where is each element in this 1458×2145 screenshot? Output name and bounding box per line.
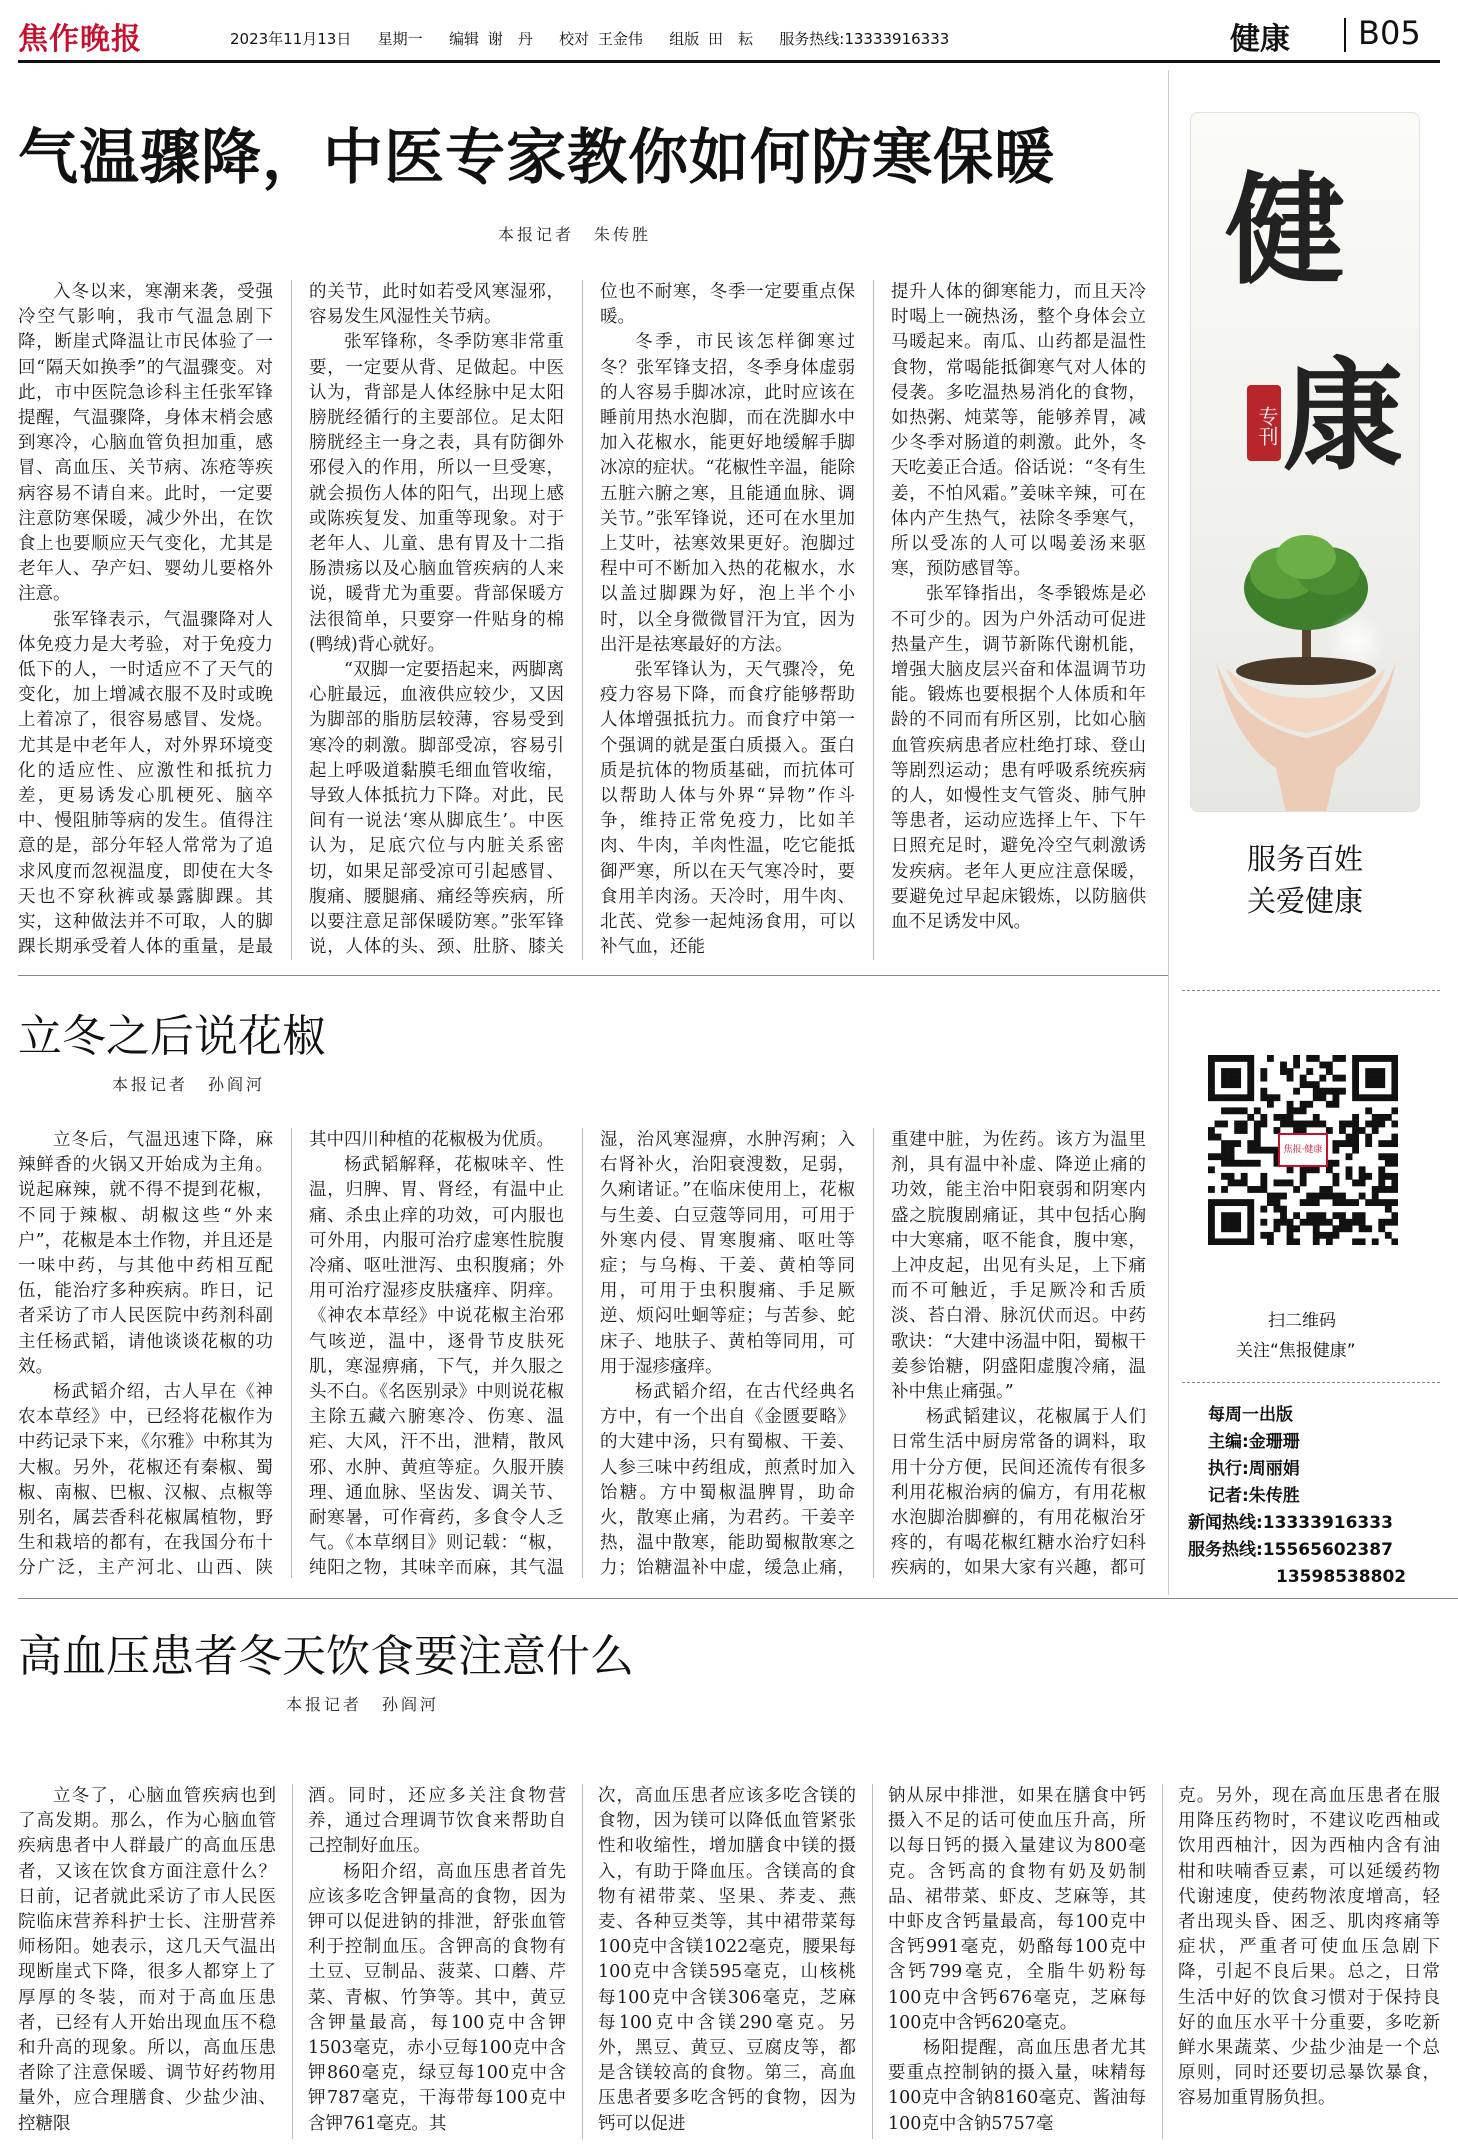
slogan: [1190, 838, 1420, 922]
issue-weekday: 星期一: [377, 30, 423, 48]
hands-holding-tree-icon: [1206, 493, 1406, 812]
column-divider: [582, 1128, 583, 1578]
byline-name: 孙阎河: [382, 1695, 440, 1714]
article2-column-3: [600, 1128, 855, 1578]
paragraph: 杨武韬介绍，在古代经典名方中，有一个出自《金匮要略》的大建中汤，只有蜀椒、干姜、人参三味中药组成，煎煮时加入饴糖。方中蜀椒温脾胃，助命火，散寒止痛，为君药。干姜辛热，温中散寒，能助蜀椒散寒之力；饴糖温补中虚，缓急止痛，: [600, 1382, 855, 1578]
column-divider: [873, 280, 874, 960]
article1-column-3: [600, 280, 855, 960]
column-divider: [291, 280, 292, 960]
column-divider: [873, 1128, 874, 1578]
section-name: 健康: [1230, 22, 1290, 57]
reporter: 记者:朱传胜: [1208, 1486, 1300, 1506]
paragraph: 杨武韬建议，花椒属于人们日常生活中厨房常备的调料，取用十分方便，民间还流传有很多利用花椒治病的偏方，有用花椒水泡脚治脚癣的，有用花椒治牙疼的，有喝花椒红糖水治疗妇科疾病的，如果大家有兴趣，都可: [891, 1407, 1146, 1578]
article1-column-1: [18, 280, 273, 960]
column-divider: [1162, 1784, 1163, 2139]
article1-title: 气温骤降，中医专家教你如何防寒保暖: [18, 123, 1055, 193]
slogan-line-2: 关爱健康: [1246, 884, 1363, 918]
byline-role: 本报记者: [498, 225, 575, 244]
paragraph: 张军锋表示，气温骤降对人体免疫力是大考验，对于免疫力低下的人，一时适应不了天气的变化，加上增减衣服不及时或晚上着凉了，很容易感冒、发烧。尤其是中老年人，对外界环境变化的适应性、应激性和抵抗力差，更易诱发心肌梗死、脑卒中、慢阻肺等病的发生。值得注意的是，部分年轻人常常为了追求风度而忽视温度，即使在大冬天也不穿秋裤或暴露脚踝。其实，这种做法并不可取，人的脚踝长期承受着人体的重量，是最: [18, 609, 273, 958]
follow-hint: 关注“焦报健康”: [1236, 1341, 1356, 1361]
masthead: [18, 14, 1458, 60]
byline-role: 本报记者: [286, 1695, 363, 1714]
article3-title: 高血压患者冬天饮食要注意什么: [18, 1631, 634, 1682]
column-divider: [582, 1784, 583, 2139]
chief-editor: 主编:金珊珊: [1208, 1432, 1300, 1452]
article1-byline: [498, 222, 671, 245]
paragraph: 张军锋认为，天气骤冷，免疫力容易下降，而食疗能够帮助人体增强抵抗力。而食疗中第一个强调的就是蛋白质摄入。蛋白质是抗体的物质基础，而抗体可以帮助人体与外界“异物”作斗争，维持正常免疫力，比如羊肉、牛肉，羊肉性温，吃它能抵御严寒，所以在天气寒冷时，要食用羊肉汤。天冷时，用牛肉、北芪、党参一起炖汤食用，可以补气血，还能: [600, 660, 855, 958]
paragraph: 立冬后，气温迅速下降，麻辣鲜香的火锅又开始成为主角。说起麻辣，就不得不提到花椒，不同于辣椒、胡椒这些“外来户”，花椒是本土作物，并且还是一味中药，与其他中药相互配伍，能治疗多种疾病。昨日，记者采访了市人民医院中药剂科副主任杨武韬，请他谈谈花椒的功效。: [18, 1130, 273, 1377]
paragraph: 位也不耐寒，冬季一定要重点保暖。: [600, 282, 855, 328]
paragraph: 克。另外，现在高血压患者在服用降压药物时，不建议吃西柚或饮用西柚汁，因为西柚内含有油柑和呋喃香豆素，可以延缓药物代谢速度，使药物浓度增高，轻者出现头昏、困乏、肌肉疼痛等症状，严重者可使血压急剧下降，引起不良后果。总之，日常生活中好的饮食习惯对于保持良好的血压水平十分重要，多吃新鲜水果蔬菜、少盐少油是一个总原则，同时还要切忌暴饮暴食，容易加重胃肠负担。: [1178, 1786, 1440, 2109]
news-hotline: 新闻热线:13333916333: [1188, 1513, 1393, 1533]
article2-byline: [112, 1072, 285, 1095]
health-banner: [1190, 112, 1420, 812]
byline-name: 朱传胜: [594, 225, 652, 244]
article3-column-5: [1178, 1784, 1440, 2139]
qr-code[interactable]: [1208, 1055, 1398, 1245]
article1-column-2: [309, 280, 564, 960]
column-divider: [291, 1128, 292, 1578]
article2-column-4: [891, 1128, 1146, 1578]
sidebar-divider: [1168, 70, 1169, 1595]
paragraph: 其中四川种植的花椒极为优质。: [309, 1130, 554, 1150]
section-rule: [18, 975, 1168, 976]
paragraph: 钠从尿中排泄，如果在膳食中钙摄入不足的话可使血压升高，所以每日钙的摄入量建议为800毫克。含钙高的食物有奶及奶制品、裙带菜、虾皮、芝麻等，其中虾皮含钙量最高，每100克中含钙991毫克，奶酪每100克中含钙799毫克，全脂牛奶粉每100克中含钙676毫克，芝麻每100克中含钙620毫克。: [888, 1786, 1146, 2033]
byline-role: 本报记者: [112, 1075, 189, 1094]
qr-center-logo: 焦报·健康: [1278, 1133, 1328, 1167]
executive-editor: 执行:周丽娟: [1208, 1459, 1300, 1479]
paragraph: 提升人体的御寒能力，而且天冷时喝上一碗热汤，整个身体会立马暖起来。南瓜、山药都是温性食物，常喝能抵御寒气对人体的侵袭。多吃温热易消化的食物，如热粥、炖菜等，能够养胃，减少冬季对肠道的刺激。此外，冬天吃姜正合适。俗话说：“冬有生姜，不怕风霜。”姜味辛辣，可在体内产生热气，祛除冬季寒气，所以受冻的人可以喝姜汤来驱寒，预防感冒等。: [891, 282, 1146, 580]
article3-column-1: [18, 1784, 276, 2139]
paragraph: 酒。同时，还应多关注食物营养，通过合理调节饮食来帮助自己控制好血压。: [308, 1786, 566, 1857]
article2-column-1: [18, 1128, 273, 1578]
section-rule: [18, 1598, 1458, 1599]
byline-name: 孙阎河: [208, 1075, 266, 1094]
page-number: B05: [1358, 14, 1421, 52]
proofreader-credit: 校对 王金伟: [559, 30, 643, 48]
service-hotline: 服务热线:13333916333: [779, 30, 950, 48]
paragraph: 张军锋称，冬季防寒非常重要，一定要从背、足做起。中医认为，背部是人体经脉中足太阳膀胱经循行的主要部位。足太阳膀胱经主一身之表，具有防御外邪侵入的作用，所以一旦受寒，就会损伤人体的阳气，出现上感或陈疾复发、加重等现象。对于老年人、儿童、患有胃及十二指肠溃疡以及心脑血管疾病的人来说，暖背尤为重要。背部保暖方法很简单，只要穿一件贴身的棉(鸭绒)背心就好。: [309, 332, 564, 655]
editor-credit: 编辑 谢 丹: [449, 30, 533, 48]
paragraph: 的关节，此时如若受风寒湿邪，容易发生风湿性关节病。: [309, 282, 564, 328]
article1-column-4: [891, 280, 1146, 960]
layout-credit: 组版 田 耘: [669, 30, 753, 48]
banner-char-jian: 健: [1225, 160, 1345, 301]
paragraph: 湿，治风寒湿痹，水肿泻痢；入右肾补火，治阳衰溲数，足弱，久痢诸证。”在临床使用上，花椒与生姜、白豆蔻等同用，可用于外寒内侵、胃寒腹痛、呕吐等症；与乌梅、干姜、黄柏等同用，可用于虫积腹痛、手足厥逆、烦闷吐蛔等症；与苦参、蛇床子、地肤子、黄柏等同用，可用于湿疹瘙痒。: [600, 1130, 855, 1377]
article2-column-2: [309, 1128, 564, 1578]
column-divider: [872, 1784, 873, 2139]
paragraph: 杨武韬介绍，古人早在《神农本草经》中，已经将花椒作为中药记录下来，《尔雅》中称其为大椒。另外，花椒还有秦椒、蜀椒、南椒、巴椒、汉椒、点椒等别名，属芸香科花椒属植物，野生和栽培的都有，在我国分布十分广泛，主产河北、山西、陕: [18, 1382, 273, 1578]
paragraph: 杨武韬解释，花椒味辛、性温，归脾、胃、肾经，有温中止痛、杀虫止痒的功效，可内服也可外用，内服可治疗虚寒性脘腹冷痛、呕吐泄泻、虫积腹痛；外用可治疗湿疹皮肤瘙痒、阴痒。《神农本草经》中说花椒主治邪气咳逆，温中，逐骨节皮肤死肌，寒湿痹痛，下气，并久服之头不白。《名医别录》中则说花椒主除五藏六腑寒冷、伤寒、温疟、大风，汗不出，泄精，散风邪、水肿、黄疸等症。久服开腠理、通血脉、坚齿发、调关节、耐寒暑，可作膏药，多食令人乏气。《本草纲目》则记载：“椒，纯阳之物，其味辛而麻，其气温: [309, 1155, 564, 1578]
paragraph: 次，高血压患者应该多吃含镁的食物，因为镁可以降低血管紧张性和收缩性，增加膳食中镁的摄入，有助于降血压。含镁高的食物有裙带菜、坚果、荞麦、燕麦、各种豆类等，其中裙带菜每100克中含镁1022毫克，腰果每100克中含镁595毫克，山核桃每100克中含镁306毫克，芝麻每100克中含镁290毫克。另外，黑豆、黄豆、豆腐皮等，都是含镁较高的食物。第三，高血压患者要多吃含钙的食物，因为钙可以促进: [598, 1786, 856, 2134]
paragraph: “双脚一定要捂起来，两脚离心脏最远，血液供应较少，又因为脚部的脂肪层较薄，容易受到寒冷的刺激。脚部受凉，容易引起上呼吸道黏膜毛细血管收缩，导致人体抵抗力下降。对此，民间有一说法‘寒从脚底生’。中医认为，足底穴位与内脏关系密切，如果足部受凉可引起感冒、腹痛、腰腿痛、痛经等疾病，所以要注意足部保暖防寒。”张军锋说，人体的头、颈、肚脐、膝关: [309, 660, 564, 958]
special-issue-seal: 专刊: [1247, 385, 1281, 461]
article3-column-2: [308, 1784, 566, 2139]
section-divider: [1344, 18, 1346, 52]
article3-column-4: [888, 1784, 1146, 2139]
paragraph: 冬季，市民该怎样御寒过冬？张军锋支招，冬季身体虚弱的人容易手脚冰凉，此时应该在睡前用热水泡脚，而在洗脚水中加入花椒水，能更好地缓解手脚冰凉的症状。“花椒性辛温，能除五脏六腑之寒，且能通血脉、调关节。”张军锋说，还可在水里加上艾叶，祛寒效果更好。泡脚过程中可不断加入热的花椒水，水以盖过脚踝为好，泡上半个小时，以全身微微冒汗为宜，因为出汗是祛寒最好的方法。: [600, 332, 855, 655]
staff-box: [1188, 1402, 1407, 1591]
column-divider: [292, 1784, 293, 2139]
service-hotline-2: 13598538802: [1276, 1567, 1407, 1587]
paragraph: 入冬以来，寒潮来袭，受强冷空气影响，我市气温急剧下降，断崖式降温让市民体验了一回“隔天如换季”的气温骤变。对此，市中医院急诊科主任张军锋提醒，气温骤降，身体末梢会感到寒冷，心脑血管负担加重，感冒、高血压、关节病、冻疮等疾病容易不请自来。此时，一定要注意防寒保暖，减少外出，在饮食上也要顺应天气变化，尤其是老年人、孕产妇、婴幼儿要格外注意。: [18, 282, 273, 605]
publication-frequency: 每周一出版: [1208, 1405, 1293, 1425]
column-divider: [582, 280, 583, 960]
newspaper-logo: 焦作晚报: [18, 22, 142, 57]
sidebar-rule: [1182, 990, 1440, 991]
scan-hint: 扫二维码: [1268, 1311, 1336, 1331]
sidebar-rule: [1182, 1382, 1440, 1383]
paragraph: 张军锋指出，冬季锻炼是必不可少的。因为户外活动可促进热量产生，调节新陈代谢机能，增强大脑皮层兴奋和体温调节功能。锻炼也要根据个人体质和年龄的不同而有所区别，比如心脑血管疾病患者应杜绝打球、登山等剧烈运动；患有呼吸系统疾病的人，如慢性支气管炎、肺气肿等患者，运动应选择上午、下午日照充足时，避免冷空气刺激诱发疾病。老年人更应注意保暖，要避免过早起床锻炼，以防脑供血不足诱发中风。: [891, 584, 1146, 933]
slogan-line-1: 服务百姓: [1246, 842, 1363, 876]
banner-char-kang: 康: [1283, 346, 1403, 487]
paragraph: 重建中脏，为佐药。该方为温里剂，具有温中补虚、降逆止痛的功效，能主治中阳衰弱和阴寒内盛之脘腹剧痛证，其中包括心胸中大寒痛，呕不能食，腹中寒，上冲皮起，出见有头足，上下痛而不可触近，手足厥冷和舌质淡、苔白滑、脉沉伏而迟。中药歌诀：“大建中汤温中阳，蜀椒干姜参饴糖，阴盛阳虚腹冷痛，温补中焦止痛强。”: [891, 1130, 1146, 1403]
header-rule: [18, 60, 1440, 63]
article3-column-3: [598, 1784, 856, 2139]
issue-date: 2023年11月13日: [230, 30, 352, 48]
paragraph: 杨阳提醒，高血压患者尤其要重点控制钠的摄入量，味精每100克中含钠8160毫克、酱油每100克中含钠5757毫: [888, 2038, 1146, 2134]
article2-title: 立冬之后说花椒: [18, 1011, 326, 1062]
paragraph: 立冬了，心脑血管疾病也到了高发期。那么，作为心脑血管疾病患者中人群最广的高血压患者，又该在饮食方面注意什么？日前，记者就此采访了市人民医院临床营养科护士长、注册营养师杨阳。她表示，这几天气温出现断崖式下降，很多人都穿上了厚厚的冬装，而对于高血压患者，已经有人开始出现血压不稳和升高的现象。所以，高血压患者除了注意保暖、调节好药物用量外，应合理膳食、少盐少油、控糖限: [18, 1786, 276, 2134]
issue-info: [230, 28, 949, 49]
paragraph: 杨阳介绍，高血压患者首先应该多吃含钾量高的食物，因为钾可以促进钠的排泄，舒张血管利于控制血压。含钾高的食物有土豆、豆制品、菠菜、口蘑、芹菜、青椒、竹笋等。其中，黄豆含钾量最高，每100克中含钾1503毫克，赤小豆每100克中含钾860毫克，绿豆每100克中含钾787毫克，干海带每100克中含钾761毫克。其: [308, 1861, 566, 2134]
service-hotline-1: 服务热线:15565602387: [1188, 1540, 1393, 1560]
article3-byline: [286, 1692, 459, 1715]
